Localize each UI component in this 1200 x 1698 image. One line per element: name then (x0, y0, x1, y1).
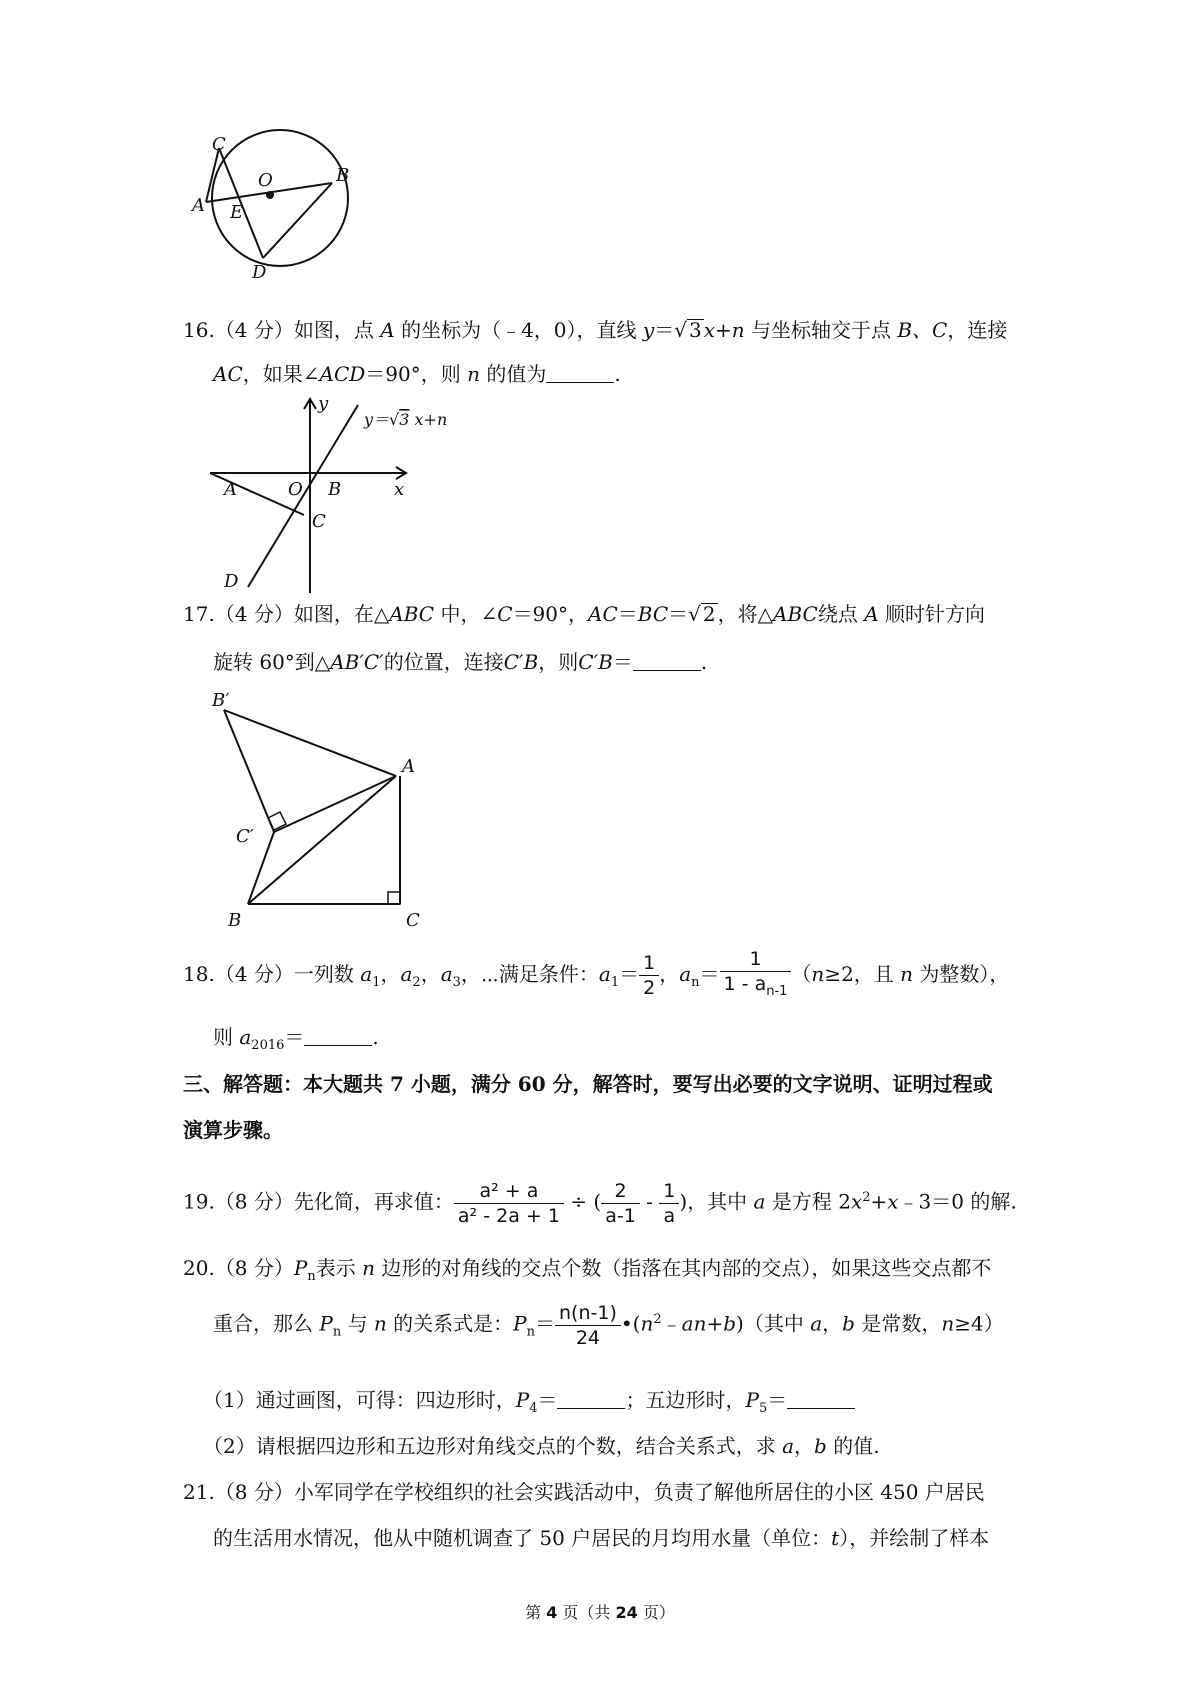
answer-blank (633, 650, 701, 671)
figure-circle (190, 128, 380, 288)
label-a: A (224, 479, 237, 500)
q20-sub1: （1）通过画图，可得：四边形时，$P_4=$ ；五边形时，$P_5=$ (203, 1386, 855, 1423)
q20-sub2: （2）请根据四边形和五边形对角线交点的个数，结合关系式，求 a，b 的值. (203, 1434, 880, 1458)
label-y: y (318, 395, 329, 414)
label-b: B (228, 910, 242, 930)
label-x: x (394, 479, 405, 500)
label-c: C (212, 134, 226, 155)
label-e: E (230, 202, 244, 223)
label-b: B (336, 165, 350, 186)
section-heading: 三、解答题：本大题共 7 小题，满分 60 分，解答时，要写出必要的文字说明、证明过程或 (183, 1072, 993, 1096)
label-eq: y＝√3 x+n (364, 410, 448, 429)
figure-rotation (200, 690, 430, 930)
answer-blank (546, 362, 614, 383)
answer-blank (787, 1388, 855, 1409)
answer-blank (557, 1388, 625, 1409)
q17-line1: 17.（4 分）如图，在△ABC 中，∠C＝90°，AC＝BC＝√ 2 ，将△ABC绕点 A 顺时针方向 (183, 602, 986, 626)
q16-line2: AC，如果∠ACD＝90°，则 n 的值为 . (213, 362, 621, 386)
label-d: D (252, 262, 267, 283)
q21-line2: 的生活用水情况，他从中随机调查了 50 户居民的月均用水量（单位：t），并绘制了样本 (213, 1526, 990, 1550)
q17-line2: 旋转 60°到△AB′C′的位置，连接C′B，则C′B＝ . (213, 650, 708, 674)
label-o: O (258, 170, 273, 191)
label-c-prime: C′ (236, 826, 254, 847)
q21-line1: 21.（8 分）小军同学在学校组织的社会实践活动中，负责了解他所居住的小区 450 户居民 (183, 1480, 985, 1504)
q16-line1: 16.（4 分）如图，点 A 的坐标为（﹣4，0），直线 y＝√ 3 x+n 与坐标轴交于点 B、C，连接 (183, 318, 1008, 342)
label-o: O (288, 479, 303, 500)
answer-blank (304, 1025, 372, 1046)
q19-line: 19.（8 分）先化简，再求值： $\frac{\text{a² + a}}{\text{a² - 2a + 1}}$ ÷ ( $\frac{2}{a-1}$ - $\frac{1}{a}$ )，其中 a 是方程 $2x^2+x﹣3=0$ 的解. (183, 1179, 1017, 1227)
label-c: C (406, 910, 420, 930)
page-footer: 第 4 页（共 24 页） (525, 1603, 675, 1622)
q18-line1: 18.（4 分）一列数 $a_1$，$a_2$，$a_3$，⋯满足条件：$a_1=$ $\frac{1}{2}$ ，$a_n=$ $\frac{1}{1 - a_{n-1}}$ （n≥2，且 n 为整数）， (183, 948, 1010, 999)
q18-line2: 则 $a_{2016}=$ . (213, 1025, 379, 1053)
label-a: A (402, 756, 415, 777)
q20-line2: 重合，那么 $P_n$ 与 n 的关系式是：$P_n=$ $\frac{n(n-1)}{24}$ $•(n^2﹣an+b)$（其中 a，b 是常数，n≥4） (213, 1301, 1004, 1349)
label-b-prime: B′ (212, 690, 230, 711)
figure-axes (200, 395, 480, 595)
label-d: D (224, 571, 239, 592)
label-a: A (192, 195, 205, 216)
label-b: B (328, 479, 342, 500)
section-heading-cont: 演算步骤。 (183, 1118, 283, 1142)
label-c: C (312, 511, 326, 532)
q20-line1: 20.（8 分）$P_n$表示 n 边形的对角线的交点个数（指落在其内部的交点），如果这些交点都不 (183, 1256, 992, 1284)
